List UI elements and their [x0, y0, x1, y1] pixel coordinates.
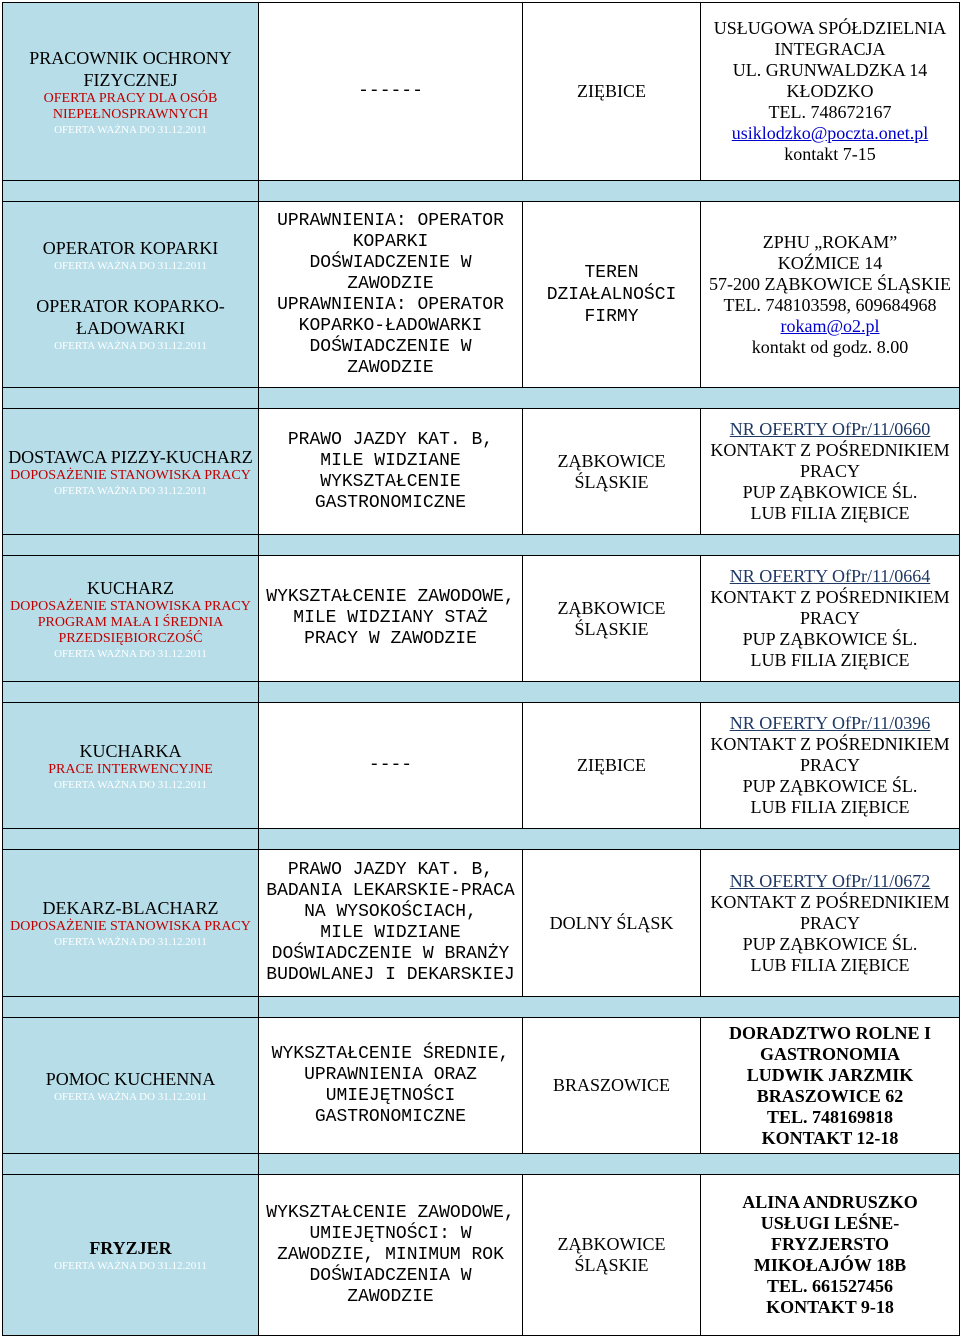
- job-subtitle: PROGRAM MAŁA I ŚREDNIA PRZEDSIĘBIORCZOŚĆ: [37, 614, 224, 646]
- offer-number-link[interactable]: NR OFERTY OfPr/11/0672: [729, 870, 931, 891]
- requirement-line: WYKSZTAŁCENIE ZAWODOWE,: [266, 1202, 515, 1223]
- requirement-line: MILE WIDZIANE WYKSZTAŁCENIE GASTRONOMICZNE: [314, 450, 467, 513]
- job-subtitle: DOPOSAŻENIE STANOWISKA PRACY: [10, 467, 251, 483]
- job-contact: [701, 1018, 960, 1154]
- job-row: [3, 1175, 960, 1336]
- job-title-second: OPERATOR KOPARKO-ŁADOWARKI: [36, 295, 225, 338]
- job-position: [3, 202, 259, 388]
- job-contact: [701, 3, 960, 181]
- requirement-line: WYKSZTAŁCENIE ZAWODOWE, MILE WIDZIANY STAŻ PRACY W ZAWODZIE: [266, 587, 515, 649]
- job-position: [3, 850, 259, 997]
- job-requirements: [259, 202, 523, 388]
- contact-line: USŁUGOWA SPÓŁDZIELNIA INTEGRACJA: [713, 18, 947, 59]
- valid-until: OFERTA WAŻNA DO 31.12.2011: [54, 1260, 207, 1272]
- contact-line: PUP ZĄBKOWICE ŚL.: [742, 482, 918, 502]
- job-position: [3, 409, 259, 535]
- contact-line: 57-200 ZĄBKOWICE ŚLĄSKIE: [709, 273, 951, 294]
- requirement-line: BADANIA LEKARSKIE-PRACA NA WYSOKOŚCIACH,: [266, 881, 515, 922]
- valid-until: OFERTA WAŻNA DO 31.12.2011: [54, 778, 207, 791]
- contact-line: KONTAKT Z POŚREDNIKIEM PRACY: [710, 440, 950, 481]
- valid-until: OFERTA WAŻNA DO 31.12.2011: [54, 123, 207, 136]
- requirement-line: UPRAWNIENIA: OPERATOR KOPARKO-ŁADOWARKI: [277, 294, 504, 336]
- job-row: [3, 3, 960, 181]
- job-title: KUCHARKA: [79, 740, 182, 761]
- offer-number-link[interactable]: NR OFERTY OfPr/11/0664: [729, 566, 931, 586]
- contact-line: TEL. 748169818: [766, 1106, 894, 1127]
- requirement-line: DOŚWIADCZENIE W ZAWODZIE: [309, 336, 472, 378]
- contact-line: DORADZTWO ROLNE I GASTRONOMIA: [728, 1022, 932, 1064]
- offer-number-link[interactable]: NR OFERTY OfPr/11/0396: [729, 713, 931, 733]
- contact-line: KONTAKT Z POŚREDNIKIEM PRACY: [710, 587, 950, 628]
- job-subtitle: PRACE INTERWENCYJNE: [48, 761, 213, 777]
- contact-hours: kontakt od godz. 8.00: [751, 336, 909, 357]
- contact-line: USŁUGI LEŚNE-FRYZJERSTO: [760, 1213, 900, 1254]
- job-requirements: [259, 850, 523, 997]
- job-offers-table: [2, 2, 960, 1336]
- contact-line: BRASZOWICE 62: [756, 1085, 904, 1106]
- requirement-line: UMIEJĘTNOŚCI: W ZAWODZIE, MINIMUM ROK DOŚWIADCZENIA W ZAWODZIE: [277, 1223, 504, 1307]
- contact-email-link[interactable]: rokam@o2.pl: [780, 315, 880, 336]
- contact-line: TEL. 661527456: [766, 1276, 894, 1296]
- job-title: DEKARZ-BLACHARZ: [42, 898, 219, 918]
- valid-until: OFERTA WAŻNA DO 31.12.2011: [54, 936, 207, 948]
- contact-line: TEL. 748672167: [768, 102, 892, 122]
- row-separator: [3, 997, 960, 1018]
- job-location: ZĄBKOWICE ŚLĄSKIE: [523, 409, 701, 535]
- job-requirements: [259, 1018, 523, 1154]
- requirement-line: PRAWO JAZDY KAT. B,: [287, 429, 494, 450]
- job-row: [3, 202, 960, 388]
- job-location: TEREN DZIAŁALNOŚCI FIRMY: [523, 202, 701, 388]
- job-subtitle: DOPOSAŻENIE STANOWISKA PRACY: [10, 598, 251, 614]
- job-position: [3, 703, 259, 829]
- job-subtitle: OFERTA PRACY DLA OSÓB NIEPEŁNOSPRAWNYCH: [43, 90, 218, 122]
- contact-line: MIKOŁAJÓW 18B: [753, 1255, 907, 1275]
- job-contact: [701, 850, 960, 997]
- requirement-line: ------: [358, 81, 423, 101]
- requirement-line: UPRAWNIENIA: OPERATOR KOPARKI: [277, 210, 504, 252]
- job-title: KUCHARZ: [86, 577, 174, 598]
- job-contact: [701, 1175, 960, 1336]
- contact-line: PUP ZĄBKOWICE ŚL.: [742, 776, 918, 796]
- row-separator: [3, 829, 960, 850]
- job-title: DOSTAWCA PIZZY-KUCHARZ: [8, 446, 253, 467]
- row-separator: [3, 388, 960, 409]
- contact-line: UL. GRUNWALDZKA 14: [732, 60, 928, 80]
- contact-line: ALINA ANDRUSZKO: [742, 1192, 918, 1212]
- contact-line: KOŹMICE 14: [777, 252, 883, 273]
- job-position: [3, 1018, 259, 1154]
- job-contact: [701, 202, 960, 388]
- requirement-line: WYKSZTAŁCENIE ŚREDNIE, UPRAWNIENIA ORAZ UMIEJĘTNOŚCI GASTRONOMICZNE: [271, 1043, 510, 1127]
- job-location: ZIĘBICE: [523, 703, 701, 829]
- job-row: [3, 850, 960, 997]
- valid-until: OFERTA WAŻNA DO 31.12.2011: [54, 259, 207, 272]
- job-contact: [701, 409, 960, 535]
- requirement-line: PRAWO JAZDY KAT. B,: [287, 860, 494, 880]
- valid-until: OFERTA WAŻNA DO 31.12.2011: [54, 339, 207, 352]
- job-title: FRYZJER: [89, 1238, 172, 1258]
- contact-line: LUB FILIA ZIĘBICE: [750, 954, 910, 975]
- job-position: [3, 556, 259, 682]
- contact-line: KŁODZKO: [786, 81, 874, 101]
- contact-line: TEL. 748103598, 609684968: [723, 294, 937, 315]
- job-requirements: [259, 3, 523, 181]
- job-requirements: [259, 1175, 523, 1336]
- job-row: [3, 703, 960, 829]
- job-requirements: [259, 409, 523, 535]
- job-location: BRASZOWICE: [523, 1018, 701, 1154]
- contact-line: PUP ZĄBKOWICE ŚL.: [742, 629, 918, 649]
- job-title: POMOC KUCHENNA: [45, 1068, 216, 1089]
- job-row: [3, 409, 960, 535]
- job-requirements: [259, 703, 523, 829]
- offer-number-link[interactable]: NR OFERTY OfPr/11/0660: [729, 419, 931, 439]
- row-separator: [3, 682, 960, 703]
- job-position: [3, 3, 259, 181]
- job-row: [3, 1018, 960, 1154]
- contact-line: KONTAKT 12-18: [761, 1127, 899, 1148]
- requirement-line: MILE WIDZIANE DOŚWIADCZENIE W BRANŻY BUDOWLANEJ I DEKARSKIEJ: [266, 923, 515, 985]
- contact-hours: kontakt 7-15: [784, 144, 876, 164]
- job-contact: [701, 556, 960, 682]
- job-subtitle: DOPOSAŻENIE STANOWISKA PRACY: [10, 919, 251, 934]
- row-separator: [3, 535, 960, 556]
- contact-line: LUB FILIA ZIĘBICE: [750, 503, 910, 523]
- job-row: [3, 556, 960, 682]
- job-contact: [701, 703, 960, 829]
- job-position: [3, 1175, 259, 1336]
- valid-until: OFERTA WAŻNA DO 31.12.2011: [54, 647, 207, 660]
- valid-until: OFERTA WAŻNA DO 31.12.2011: [54, 484, 207, 497]
- job-location: ZIĘBICE: [523, 3, 701, 181]
- contact-line: KONTAKT 9-18: [766, 1297, 894, 1317]
- requirement-line: ----: [368, 755, 413, 775]
- valid-until: OFERTA WAŻNA DO 31.12.2011: [54, 1090, 207, 1103]
- requirement-line: DOŚWIADCZENIE W ZAWODZIE: [309, 252, 472, 294]
- job-location: ZĄBKOWICE ŚLĄSKIE: [523, 556, 701, 682]
- job-title: OPERATOR KOPARKI: [42, 237, 219, 258]
- row-separator: [3, 1154, 960, 1175]
- job-title: PRACOWNIK OCHRONY FIZYCZNEJ: [29, 47, 232, 90]
- row-separator: [3, 181, 960, 202]
- contact-email-link[interactable]: usiklodzko@poczta.onet.pl: [731, 123, 929, 143]
- contact-line: LUDWIK JARZMIK: [746, 1064, 914, 1085]
- contact-line: KONTAKT Z POŚREDNIKIEM PRACY: [710, 891, 950, 933]
- contact-line: KONTAKT Z POŚREDNIKIEM PRACY: [710, 734, 950, 775]
- contact-line: LUB FILIA ZIĘBICE: [750, 650, 910, 670]
- contact-line: LUB FILIA ZIĘBICE: [750, 797, 910, 817]
- job-requirements: [259, 556, 523, 682]
- job-location: DOLNY ŚLĄSK: [523, 850, 701, 997]
- contact-line: PUP ZĄBKOWICE ŚL.: [742, 933, 918, 954]
- contact-line: ZPHU „ROKAM”: [762, 231, 898, 252]
- job-location: ZĄBKOWICE ŚLĄSKIE: [523, 1175, 701, 1336]
